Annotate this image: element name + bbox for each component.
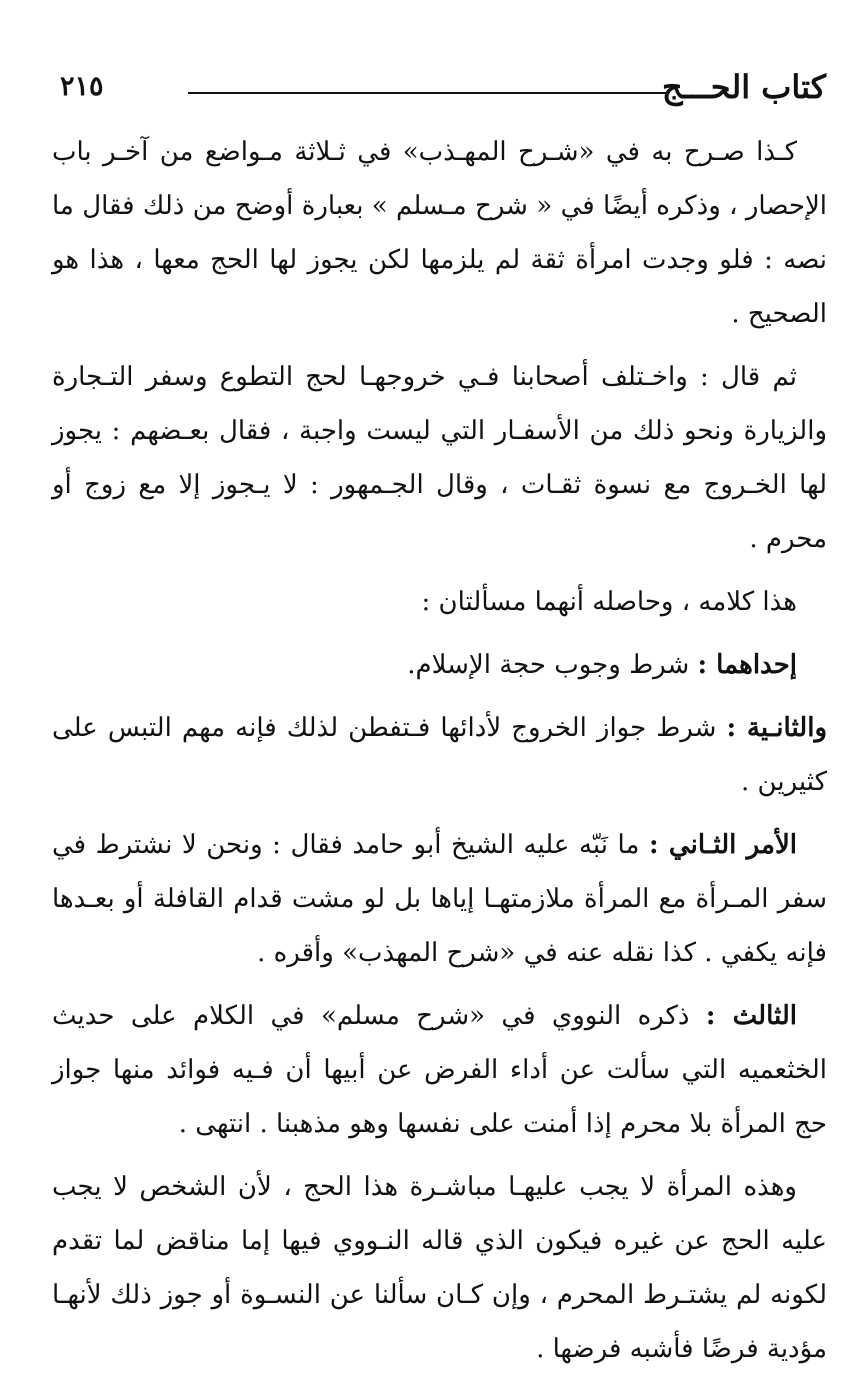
paragraph-1-text: كـذا صـرح به في «شـرح المهـذب» في ثـلاثة مـواضع من آخـر باب الإحصار ، وذكره أيضًا في « شرح مـسلم » بعبارة أوضح من ذلك فقال ما نصه : فلو وجدت امرأة ثقة لم يلزمها لكن يجوز لها الحج معها ، هذا هو الصحيح .: [52, 137, 827, 329]
paragraph-7-lead: الثالث :: [705, 1001, 798, 1031]
paragraph-4: [52, 638, 827, 692]
paragraph-2: [52, 350, 827, 566]
paragraph-5-lead: والثانـية :: [726, 713, 828, 743]
paragraph-7: [52, 989, 827, 1151]
body-text: [52, 125, 827, 1385]
paragraph-2-text: ثم قال : واخـتلف أصحابنا فـي خروجهـا لحج التطوع وسفر التـجارة والزيارة ونحو ذلك من الأسفـار التي ليست واجبة ، فقال بعـضهم : يجوز لها الخـروج مع نسوة ثقـات ، وقال الجـمهور : لا يـجوز إلا مع زوج أو محرم .: [52, 362, 827, 554]
page-header: [60, 62, 826, 112]
paragraph-5-text: شرط جواز الخروج لأدائها فـتفطن لذلك فإنه مهم التبس على كثيرين .: [52, 713, 827, 797]
paragraph-4-lead: إحداهما :: [697, 650, 797, 680]
page-number: ٢١٥: [60, 71, 104, 102]
paragraph-6-lead: الأمر الثـاني :: [648, 830, 798, 860]
paragraph-6-text: ما نَبّه عليه الشيخ أبو حامد فقال : ونحن لا نشترط في سفر المـرأة مع المرأة ملازمتهـا إياها بل لو مشت قدام القافلة أو بعـدها فإنه يكفي . كذا نقله عنه في «شرح المهذب» وأقره .: [52, 830, 827, 968]
paragraph-7-text: ذكره النووي في «شرح مسلم» في الكلام على حديث الخثعميه التي سألت عن أداء الفرض عن أبيها أن فـيه فوائد منها جواز حج المرأة بلا محرم إذا أمنت على نفسها وهو مذهبنا . انتهى .: [52, 1001, 827, 1139]
paragraph-3-text: هذا كلامه ، وحاصله أنهما مسألتان :: [421, 587, 797, 617]
paragraph-3: [52, 575, 827, 629]
paragraph-8-text: وهذه المرأة لا يجب عليهـا مباشـرة هذا الحج ، لأن الشخص لا يجب عليه الحج عن غيره فيكون الذي قاله النـووي فيها إما مناقض لما تقدم لكونه لم يشتـرط المحرم ، وإن كـان سألنا عن النسـوة أو جوز ذلك لأنهـا مؤدية فرضًا فأشبه فرضها .: [52, 1172, 827, 1364]
paragraph-6: [52, 818, 827, 980]
paragraph-8: [52, 1160, 827, 1376]
header-rule: [188, 92, 666, 94]
paragraph-1: [52, 125, 827, 341]
paragraph-4-text: شرط وجوب حجة الإسلام.: [407, 650, 690, 680]
running-title: كتاب الحـــج: [662, 68, 826, 106]
paragraph-5: [52, 701, 827, 809]
